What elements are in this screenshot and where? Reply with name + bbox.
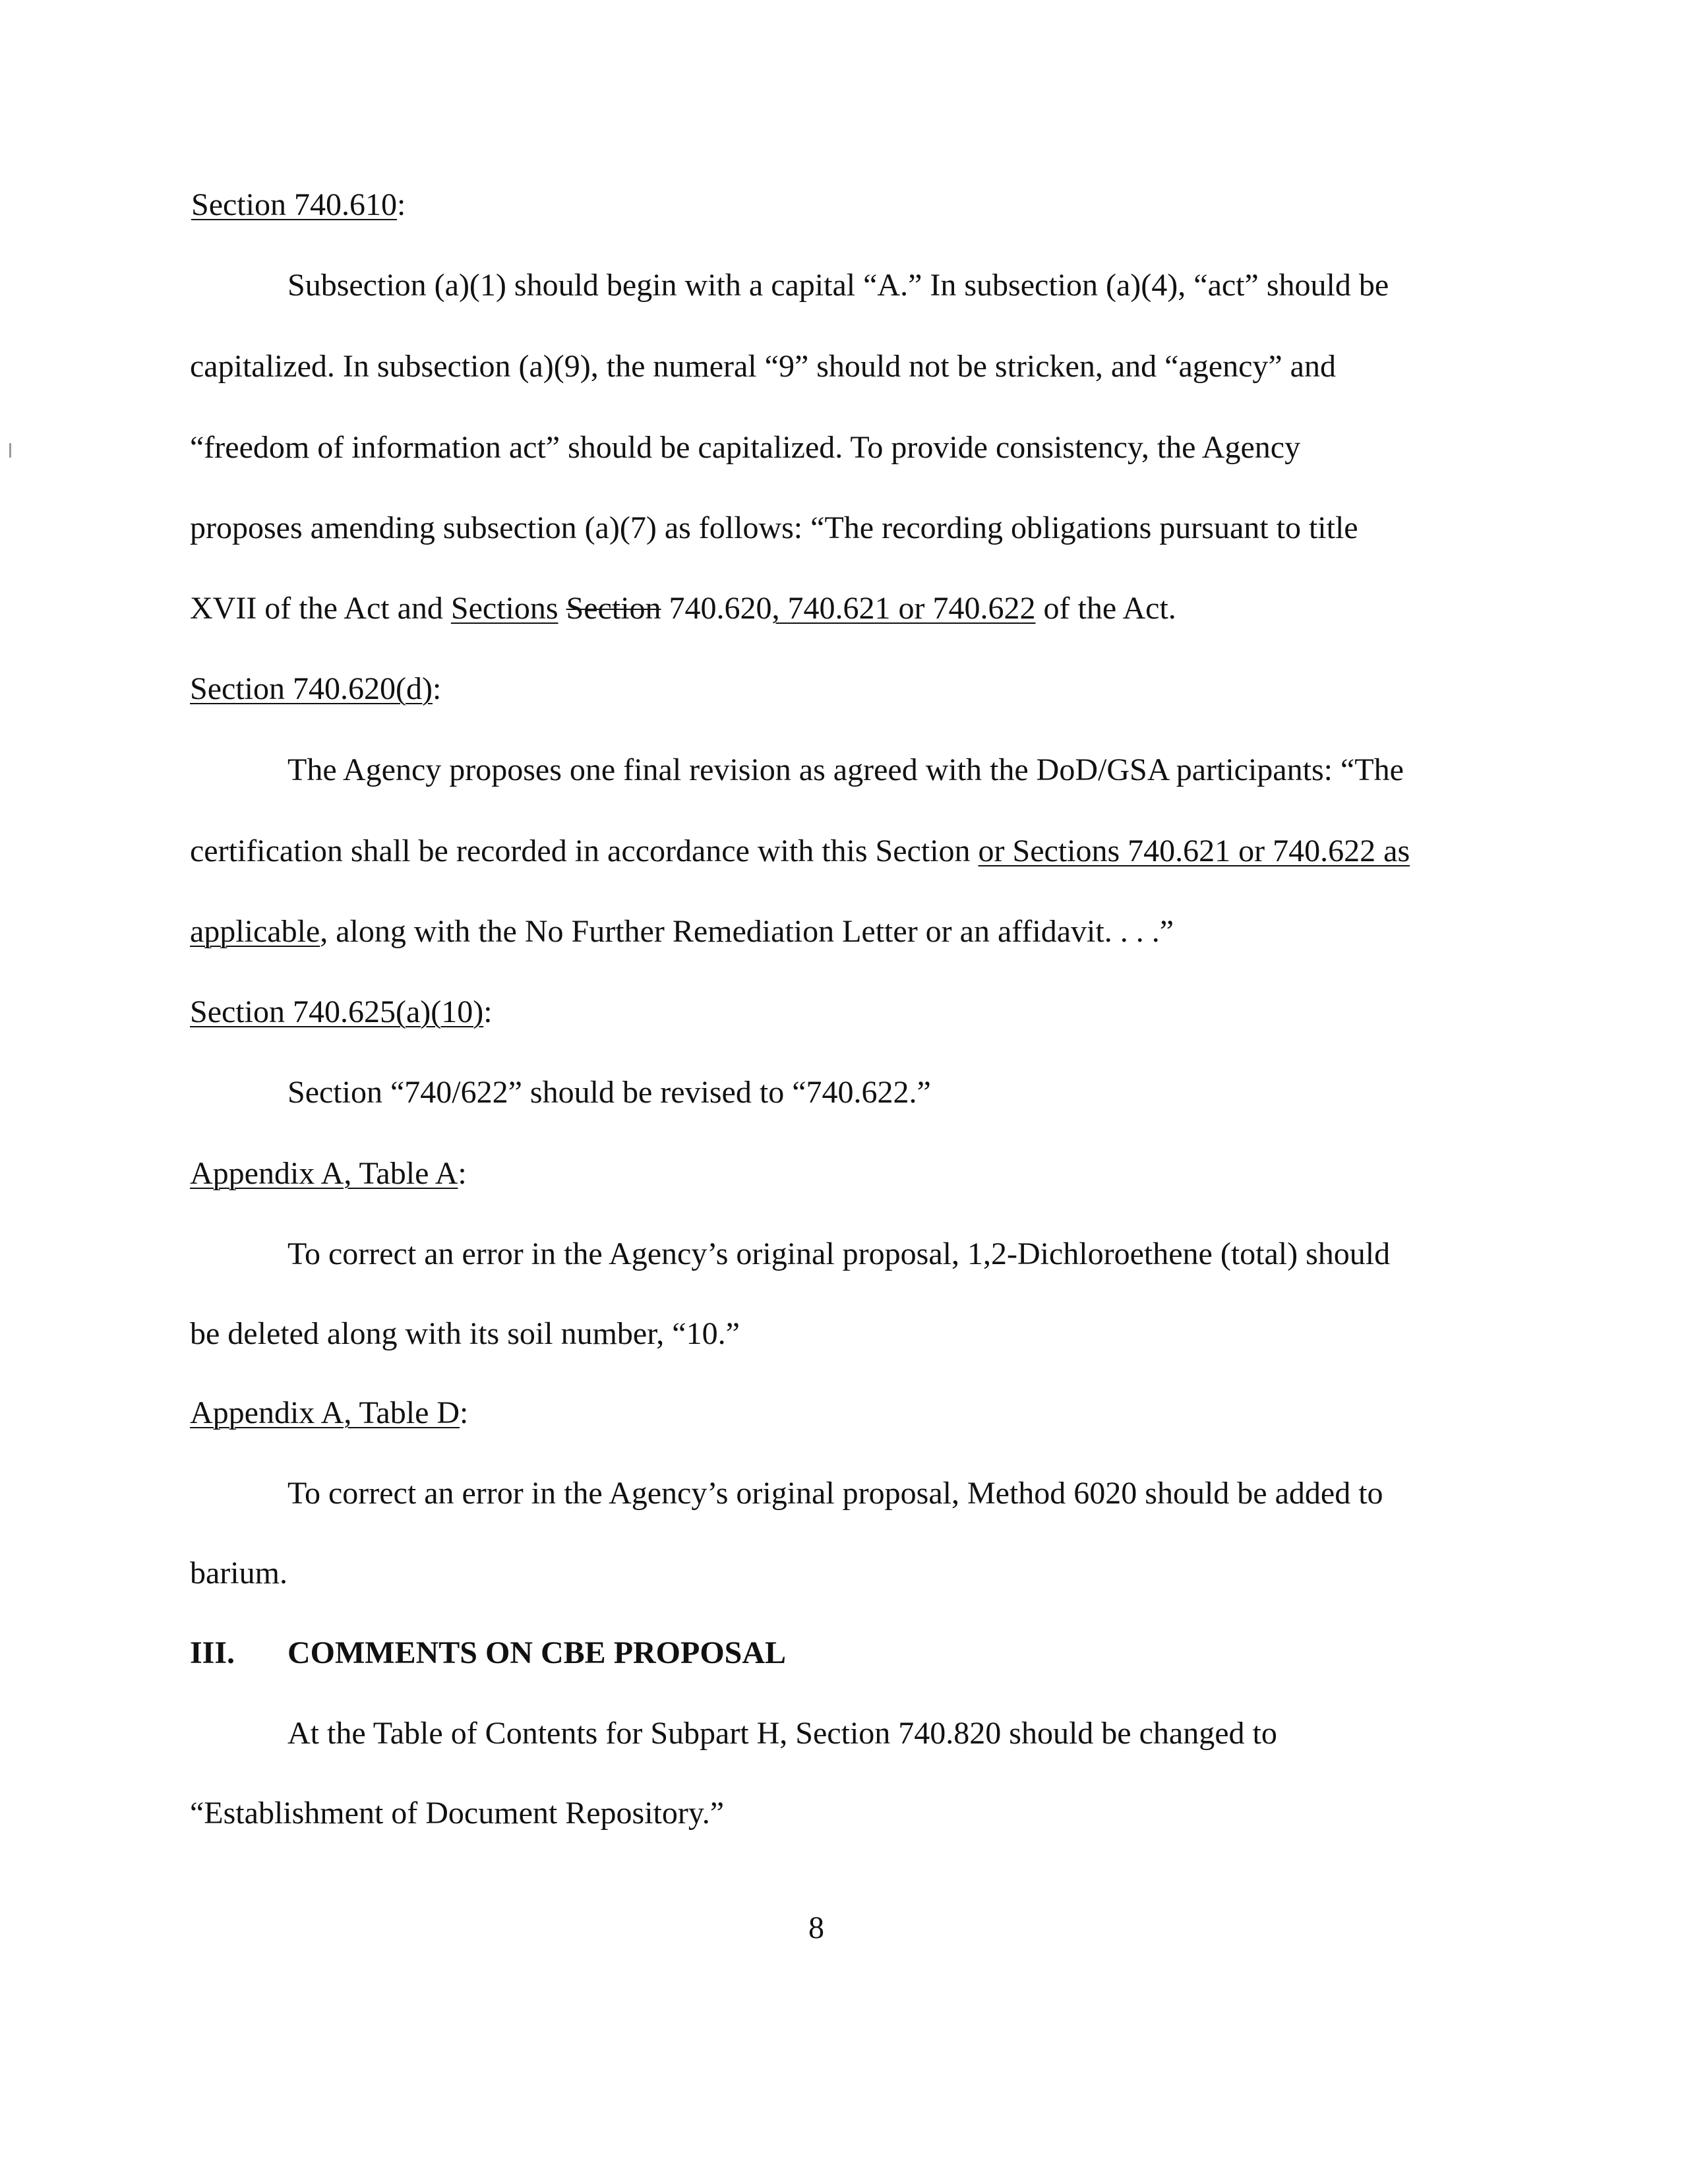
scan-speck [9,443,11,458]
section-heading [190,1155,467,1193]
inserted-text: applicable [190,914,320,949]
part-title: COMMENTS ON CBE PROPOSAL [287,1635,787,1670]
paragraph-line [190,590,1176,628]
section-heading-text: Section 740.620(d) [190,671,433,706]
paragraph-line [190,913,1174,951]
paragraph-line: “freedom of information act” should be capitalized. To provide consistency, the Agency [190,430,1301,465]
section-heading-colon: : [460,1395,469,1430]
section-heading-text: Appendix A, Table D [190,1395,460,1430]
deleted-text: Section [566,591,661,626]
paragraph-line: “Establishment of Document Repository.” [190,1796,725,1831]
inserted-text: Sections [450,591,558,626]
section-heading [191,186,406,224]
paragraph-line: The Agency proposes one final revision as agreed with the DoD/GSA participants: “The [287,752,1404,787]
paragraph-line: To correct an error in the Agency’s original proposal, 1,2-Dichloroethene (total) should [287,1236,1391,1271]
paragraph-line: barium. [190,1556,287,1591]
paragraph-line: proposes amending subsection (a)(7) as follows: “The recording obligations pursuant to title [190,510,1358,545]
section-heading [190,670,441,708]
paragraph-line [190,832,1410,870]
paragraph-line: To correct an error in the Agency’s original proposal, Method 6020 should be added to [287,1476,1383,1511]
section-heading [190,993,493,1031]
section-heading-colon: : [458,1156,467,1191]
text-run: XVII of the Act and [190,591,451,626]
paragraph-line: capitalized. In subsection (a)(9), the numeral “9” should not be stricken, and “agency” and [190,349,1336,384]
section-heading-text: Section 740.625(a)(10) [190,994,484,1029]
inserted-text: , 740.621 or 740.622 [771,591,1036,626]
section-heading-colon: : [396,187,406,222]
text-run: of the Act. [1035,591,1176,626]
text-run: certification shall be recorded in accordance with this Section [190,834,979,868]
text-run: , along with the No Further Remediation Letter or an affidavit. . . .” [320,914,1174,949]
section-heading-colon: : [483,994,493,1029]
inserted-text: or Sections 740.621 or 740.622 as [978,834,1410,868]
page-number: 8 [808,1910,824,1945]
paragraph-line: be deleted along with its soil number, “10.” [190,1316,740,1351]
paragraph-line: Subsection (a)(1) should begin with a capital “A.” In subsection (a)(4), “act” should be [287,268,1389,303]
part-number: III. [190,1635,235,1670]
paragraph-line: At the Table of Contents for Subpart H, Section 740.820 should be changed to [287,1716,1277,1751]
section-heading-colon: : [432,671,442,706]
text-run [558,591,566,626]
section-heading-text: Appendix A, Table A [190,1156,458,1191]
text-run: 740.620 [661,591,772,626]
section-heading [190,1394,468,1432]
paragraph-line: Section “740/622” should be revised to “740.622.” [287,1075,931,1110]
section-heading-text: Section 740.610 [191,187,397,222]
